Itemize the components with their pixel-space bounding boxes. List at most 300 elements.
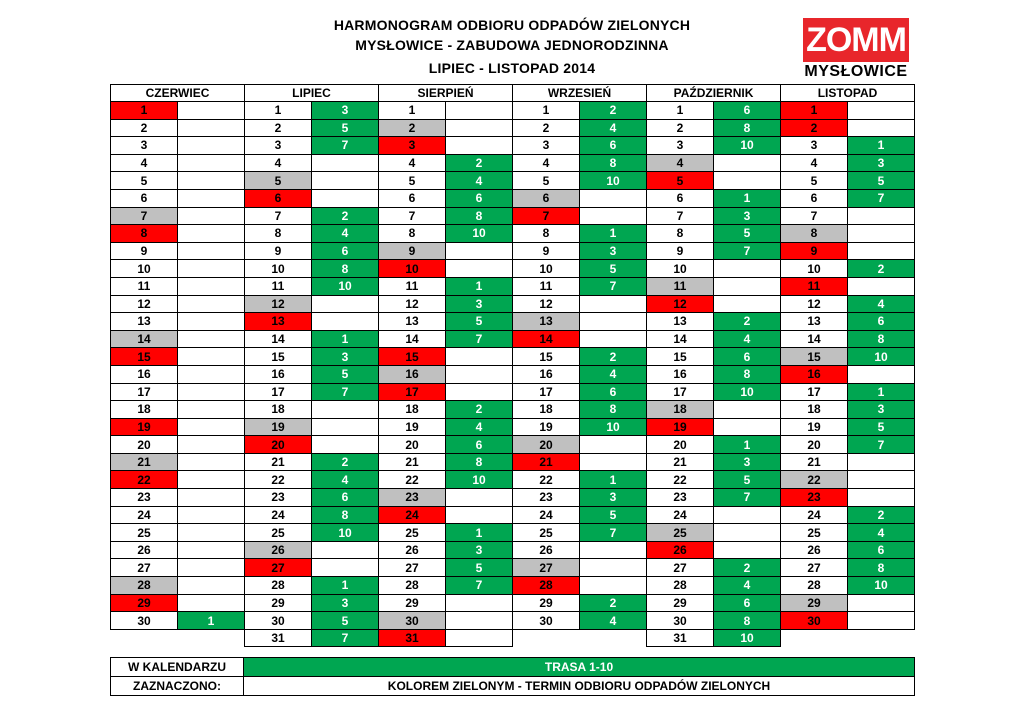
route-cell: 3	[848, 154, 915, 172]
day-cell: 19	[111, 418, 178, 436]
route-cell: 8	[714, 365, 781, 383]
route-cell	[178, 207, 245, 225]
day-cell: 3	[245, 137, 312, 155]
day-cell: 13	[379, 313, 446, 331]
day-cell: 22	[379, 471, 446, 489]
day-cell: 21	[781, 453, 848, 471]
day-cell: 11	[647, 277, 714, 295]
day-row	[111, 137, 915, 155]
route-cell: 4	[580, 612, 647, 630]
title-line-1: HARMONOGRAM ODBIORU ODPADÓW ZIELONYCH	[333, 17, 691, 33]
route-cell	[312, 541, 379, 559]
day-cell: 8	[647, 225, 714, 243]
route-cell: 3	[312, 594, 379, 612]
day-cell: 29	[513, 594, 580, 612]
route-cell: 1	[714, 436, 781, 454]
day-cell: 26	[781, 541, 848, 559]
day-cell: 6	[781, 189, 848, 207]
route-cell	[580, 577, 647, 595]
day-cell: 12	[781, 295, 848, 313]
route-cell: 1	[848, 137, 915, 155]
route-cell	[178, 137, 245, 155]
route-cell	[178, 524, 245, 542]
route-cell: 5	[848, 418, 915, 436]
day-cell: 8	[781, 225, 848, 243]
logo-city: MYSŁOWICE	[804, 63, 908, 80]
route-cell: 7	[580, 277, 647, 295]
day-cell: 5	[781, 172, 848, 190]
day-cell: 3	[379, 137, 446, 155]
day-cell: 31	[245, 629, 312, 647]
day-cell: 12	[513, 295, 580, 313]
route-cell: 3	[580, 489, 647, 507]
day-cell: 7	[513, 207, 580, 225]
empty-cell	[580, 629, 647, 647]
day-row	[111, 489, 915, 507]
route-cell	[178, 594, 245, 612]
day-cell: 28	[647, 577, 714, 595]
day-row	[111, 612, 915, 630]
route-cell: 7	[312, 383, 379, 401]
day-cell: 14	[379, 330, 446, 348]
route-cell: 2	[446, 154, 513, 172]
route-cell	[714, 172, 781, 190]
route-cell: 3	[446, 295, 513, 313]
day-row	[111, 524, 915, 542]
day-cell: 18	[781, 401, 848, 419]
day-cell: 9	[647, 242, 714, 260]
legend	[110, 657, 915, 696]
month-header: LIPIEC	[245, 85, 379, 102]
route-cell: 8	[446, 207, 513, 225]
day-cell: 23	[245, 489, 312, 507]
day-cell: 8	[513, 225, 580, 243]
route-cell: 10	[848, 348, 915, 366]
day-cell: 30	[245, 612, 312, 630]
day-cell: 8	[379, 225, 446, 243]
route-cell: 7	[580, 524, 647, 542]
route-cell: 2	[848, 506, 915, 524]
route-cell: 8	[848, 559, 915, 577]
route-cell	[714, 401, 781, 419]
route-cell	[178, 418, 245, 436]
day-cell: 23	[781, 489, 848, 507]
route-cell: 7	[312, 137, 379, 155]
route-cell	[848, 612, 915, 630]
route-cell	[714, 524, 781, 542]
route-cell	[714, 154, 781, 172]
route-cell	[446, 137, 513, 155]
day-cell: 28	[781, 577, 848, 595]
day-cell: 13	[111, 313, 178, 331]
day-cell: 16	[513, 365, 580, 383]
route-cell: 3	[446, 541, 513, 559]
day-cell: 14	[781, 330, 848, 348]
day-cell: 20	[647, 436, 714, 454]
day-cell: 6	[379, 189, 446, 207]
day-cell: 4	[111, 154, 178, 172]
route-cell: 10	[714, 137, 781, 155]
route-cell	[714, 506, 781, 524]
route-cell: 1	[312, 577, 379, 595]
day-cell: 18	[245, 401, 312, 419]
day-cell: 20	[245, 436, 312, 454]
day-row	[111, 119, 915, 137]
day-cell: 17	[647, 383, 714, 401]
route-cell: 3	[312, 348, 379, 366]
route-cell	[446, 383, 513, 401]
day-row	[111, 348, 915, 366]
day-cell: 16	[647, 365, 714, 383]
day-row	[111, 418, 915, 436]
route-cell: 8	[580, 154, 647, 172]
route-cell: 1	[446, 524, 513, 542]
day-cell: 17	[781, 383, 848, 401]
route-cell	[312, 436, 379, 454]
day-cell: 20	[781, 436, 848, 454]
day-cell: 27	[245, 559, 312, 577]
day-cell: 1	[379, 102, 446, 120]
route-cell: 5	[848, 172, 915, 190]
logo-mark: ZOMM	[803, 18, 909, 62]
day-cell: 16	[379, 365, 446, 383]
route-cell: 6	[714, 594, 781, 612]
day-cell: 26	[245, 541, 312, 559]
route-cell	[312, 295, 379, 313]
month-header: CZERWIEC	[111, 85, 245, 102]
route-cell: 5	[446, 313, 513, 331]
day-cell: 21	[379, 453, 446, 471]
route-cell	[848, 471, 915, 489]
route-cell: 1	[580, 471, 647, 489]
route-cell: 2	[446, 401, 513, 419]
day-cell: 8	[245, 225, 312, 243]
route-cell	[848, 225, 915, 243]
route-cell	[580, 295, 647, 313]
day-row	[111, 189, 915, 207]
route-cell: 10	[714, 629, 781, 647]
route-cell	[848, 594, 915, 612]
day-cell: 6	[245, 189, 312, 207]
day-cell: 4	[513, 154, 580, 172]
route-cell	[312, 313, 379, 331]
day-cell: 10	[781, 260, 848, 278]
route-cell: 4	[714, 577, 781, 595]
route-cell: 1	[446, 277, 513, 295]
day-cell: 25	[379, 524, 446, 542]
day-cell: 1	[647, 102, 714, 120]
route-cell: 2	[714, 559, 781, 577]
day-cell: 13	[245, 313, 312, 331]
route-cell: 5	[714, 471, 781, 489]
day-cell: 21	[513, 453, 580, 471]
legend-label-line-2: ZAZNACZONO:	[111, 677, 244, 696]
day-cell: 29	[245, 594, 312, 612]
zomm-logo	[803, 18, 909, 81]
day-cell: 5	[513, 172, 580, 190]
route-cell: 8	[312, 260, 379, 278]
route-cell	[312, 154, 379, 172]
day-row	[111, 506, 915, 524]
route-cell: 8	[580, 401, 647, 419]
day-cell: 12	[647, 295, 714, 313]
route-cell: 5	[714, 225, 781, 243]
route-cell	[446, 506, 513, 524]
day-cell: 17	[245, 383, 312, 401]
route-cell	[178, 172, 245, 190]
route-cell: 10	[714, 383, 781, 401]
route-cell	[848, 489, 915, 507]
schedule-calendar	[110, 84, 915, 647]
day-cell: 11	[781, 277, 848, 295]
day-cell: 19	[245, 418, 312, 436]
day-cell: 15	[781, 348, 848, 366]
day-cell: 3	[111, 137, 178, 155]
day-cell: 20	[513, 436, 580, 454]
route-cell: 2	[580, 348, 647, 366]
route-cell: 8	[848, 330, 915, 348]
day-cell: 10	[379, 260, 446, 278]
day-row	[111, 172, 915, 190]
route-cell	[178, 577, 245, 595]
day-cell: 23	[111, 489, 178, 507]
day-cell: 19	[379, 418, 446, 436]
day-row	[111, 629, 915, 647]
route-cell: 4	[446, 172, 513, 190]
route-cell: 7	[848, 436, 915, 454]
route-cell: 1	[714, 189, 781, 207]
route-cell: 7	[714, 489, 781, 507]
day-row	[111, 207, 915, 225]
route-cell	[312, 559, 379, 577]
route-cell	[178, 541, 245, 559]
day-cell: 9	[111, 242, 178, 260]
day-row	[111, 102, 915, 120]
route-cell: 4	[848, 524, 915, 542]
day-row	[111, 594, 915, 612]
day-cell: 1	[111, 102, 178, 120]
route-cell	[580, 330, 647, 348]
day-cell: 10	[111, 260, 178, 278]
day-cell: 27	[379, 559, 446, 577]
month-header: LISTOPAD	[781, 85, 915, 102]
legend-route-text: TRASA 1-10	[244, 658, 915, 677]
day-row	[111, 330, 915, 348]
day-cell: 4	[245, 154, 312, 172]
day-cell: 24	[647, 506, 714, 524]
empty-cell	[781, 629, 848, 647]
route-cell	[446, 242, 513, 260]
route-cell	[178, 401, 245, 419]
route-cell: 3	[580, 242, 647, 260]
day-cell: 26	[647, 541, 714, 559]
route-cell: 3	[714, 207, 781, 225]
day-cell: 29	[647, 594, 714, 612]
day-cell: 4	[379, 154, 446, 172]
route-cell	[178, 471, 245, 489]
route-cell	[714, 418, 781, 436]
route-cell: 5	[312, 365, 379, 383]
route-cell: 6	[714, 102, 781, 120]
route-cell	[446, 348, 513, 366]
route-cell: 4	[312, 471, 379, 489]
day-cell: 26	[379, 541, 446, 559]
route-cell	[178, 348, 245, 366]
day-cell: 18	[379, 401, 446, 419]
day-cell: 10	[647, 260, 714, 278]
route-cell	[178, 102, 245, 120]
route-cell	[848, 277, 915, 295]
title-line-3: LIPIEC - LISTOPAD 2014	[428, 60, 596, 76]
route-cell: 6	[714, 348, 781, 366]
route-cell: 4	[580, 119, 647, 137]
day-cell: 23	[379, 489, 446, 507]
route-cell: 5	[446, 559, 513, 577]
day-row	[111, 577, 915, 595]
route-cell	[580, 313, 647, 331]
route-cell: 1	[178, 612, 245, 630]
day-cell: 7	[647, 207, 714, 225]
route-cell: 8	[714, 119, 781, 137]
route-cell: 6	[312, 242, 379, 260]
route-cell	[178, 242, 245, 260]
day-cell: 2	[111, 119, 178, 137]
day-cell: 27	[647, 559, 714, 577]
day-cell: 31	[379, 629, 446, 647]
day-cell: 26	[111, 541, 178, 559]
day-row	[111, 242, 915, 260]
route-cell	[580, 453, 647, 471]
route-cell: 6	[446, 189, 513, 207]
day-cell: 18	[513, 401, 580, 419]
route-cell: 4	[446, 418, 513, 436]
title-line-2: MYSŁOWICE - ZABUDOWA JEDNORODZINNA	[355, 37, 669, 53]
route-cell: 10	[580, 172, 647, 190]
day-cell: 12	[379, 295, 446, 313]
day-cell: 5	[111, 172, 178, 190]
day-cell: 7	[781, 207, 848, 225]
route-cell	[178, 154, 245, 172]
route-cell	[178, 189, 245, 207]
day-cell: 27	[111, 559, 178, 577]
route-cell	[178, 119, 245, 137]
route-cell: 1	[580, 225, 647, 243]
route-cell	[178, 365, 245, 383]
day-cell: 13	[513, 313, 580, 331]
day-row	[111, 559, 915, 577]
day-cell: 21	[111, 453, 178, 471]
day-cell: 5	[379, 172, 446, 190]
day-cell: 17	[379, 383, 446, 401]
day-cell: 10	[245, 260, 312, 278]
route-cell	[178, 225, 245, 243]
day-cell: 11	[379, 277, 446, 295]
day-row	[111, 154, 915, 172]
route-cell	[178, 295, 245, 313]
route-cell	[714, 260, 781, 278]
route-cell	[178, 330, 245, 348]
route-cell	[446, 489, 513, 507]
route-cell: 10	[446, 471, 513, 489]
legend-description: KOLOREM ZIELONYM - TERMIN ODBIORU ODPADÓW ZIELONYCH	[244, 677, 915, 696]
day-row	[111, 295, 915, 313]
route-cell: 7	[714, 242, 781, 260]
day-cell: 30	[513, 612, 580, 630]
day-cell: 5	[647, 172, 714, 190]
day-cell: 6	[111, 189, 178, 207]
day-cell: 24	[513, 506, 580, 524]
day-cell: 25	[647, 524, 714, 542]
day-cell: 24	[379, 506, 446, 524]
route-cell	[312, 172, 379, 190]
route-cell	[848, 242, 915, 260]
day-cell: 14	[245, 330, 312, 348]
route-cell: 8	[446, 453, 513, 471]
day-cell: 22	[781, 471, 848, 489]
route-cell	[178, 436, 245, 454]
route-cell: 2	[714, 313, 781, 331]
route-cell	[446, 365, 513, 383]
day-cell: 2	[647, 119, 714, 137]
route-cell: 6	[848, 313, 915, 331]
day-cell: 12	[245, 295, 312, 313]
day-cell: 20	[111, 436, 178, 454]
empty-cell	[178, 629, 245, 647]
day-cell: 3	[647, 137, 714, 155]
day-cell: 25	[781, 524, 848, 542]
day-cell: 6	[647, 189, 714, 207]
route-cell	[580, 559, 647, 577]
route-cell: 7	[446, 577, 513, 595]
day-cell: 28	[513, 577, 580, 595]
route-cell	[312, 189, 379, 207]
day-cell: 6	[513, 189, 580, 207]
day-cell: 1	[513, 102, 580, 120]
route-cell: 5	[312, 119, 379, 137]
day-row	[111, 365, 915, 383]
day-cell: 2	[781, 119, 848, 137]
day-cell: 18	[647, 401, 714, 419]
day-row	[111, 541, 915, 559]
route-cell: 4	[848, 295, 915, 313]
day-cell: 31	[647, 629, 714, 647]
day-cell: 26	[513, 541, 580, 559]
empty-cell	[848, 629, 915, 647]
day-cell: 10	[513, 260, 580, 278]
day-cell: 22	[513, 471, 580, 489]
day-cell: 23	[647, 489, 714, 507]
day-cell: 22	[245, 471, 312, 489]
day-cell: 25	[513, 524, 580, 542]
day-row	[111, 260, 915, 278]
day-cell: 15	[379, 348, 446, 366]
route-cell	[446, 260, 513, 278]
empty-cell	[513, 629, 580, 647]
day-row	[111, 225, 915, 243]
route-cell: 3	[714, 453, 781, 471]
day-cell: 19	[781, 418, 848, 436]
route-cell: 5	[580, 506, 647, 524]
day-row	[111, 436, 915, 454]
route-cell: 5	[312, 612, 379, 630]
day-cell: 9	[781, 242, 848, 260]
route-cell: 10	[580, 418, 647, 436]
route-cell: 7	[848, 189, 915, 207]
day-cell: 27	[513, 559, 580, 577]
day-cell: 18	[111, 401, 178, 419]
route-cell: 6	[446, 436, 513, 454]
day-cell: 13	[781, 313, 848, 331]
